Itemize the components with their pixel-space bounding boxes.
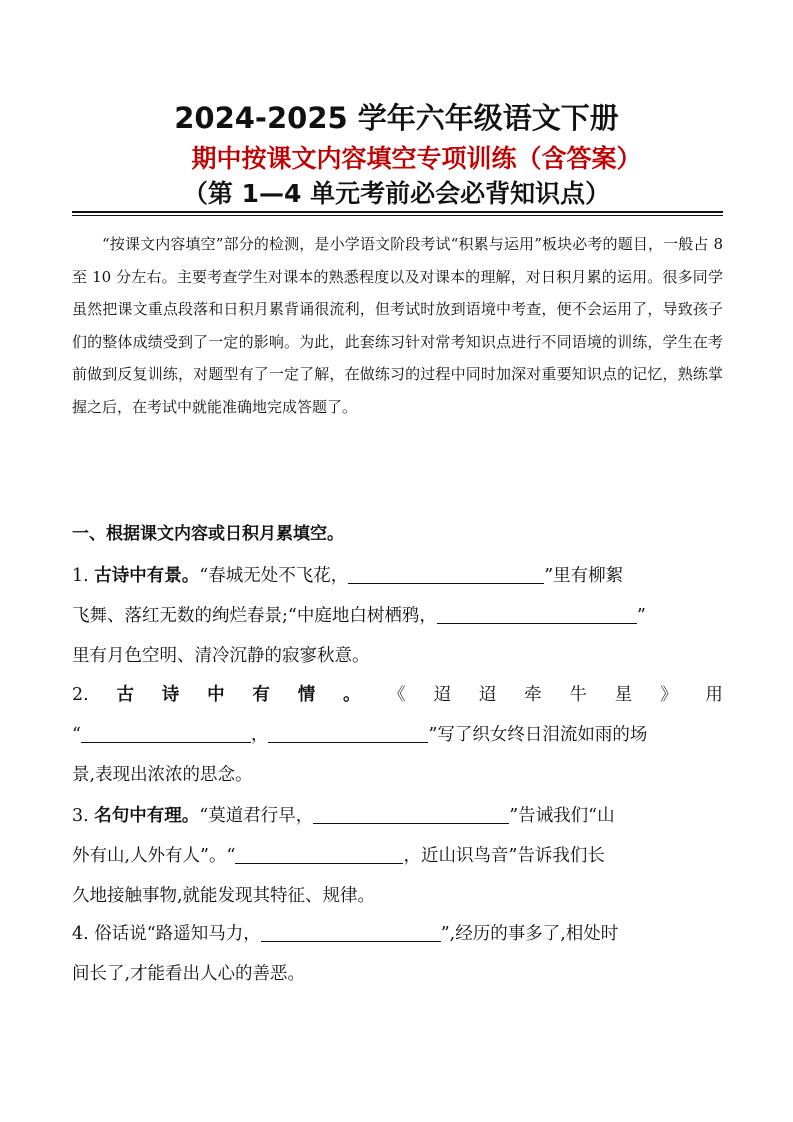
question-text: 久地接触事物,就能发现其特征、规律。: [72, 886, 376, 906]
question-topic-char: 中: [207, 685, 225, 705]
answer-blank[interactable]: [268, 723, 428, 742]
question-number: 4.: [72, 924, 95, 944]
question-text: ”里有柳絮: [544, 566, 624, 586]
question-text: 景,表现出浓浓的思念。: [72, 765, 253, 785]
question-topic-char: 诗: [161, 685, 180, 705]
question-text-char: 迢: [433, 685, 452, 705]
question-topic-char: 。: [342, 685, 361, 705]
question-text: “: [72, 725, 81, 745]
question-1-line-3: [72, 636, 723, 676]
question-2-line-1: [72, 675, 723, 715]
question-text: ”写了织女终日泪流如雨的场: [428, 725, 648, 745]
question-3-line-1: [72, 796, 723, 836]
question-2: [72, 675, 723, 795]
question-number: 2.: [72, 685, 89, 705]
question-2-line-2: [72, 715, 723, 755]
question-2-line-3: [72, 755, 723, 795]
question-4-line-2: [72, 954, 723, 994]
intro-paragraph: “按课文内容填空”部分的检测，是小学语文阶段考试“积累与运用”板块必考的题目，一般占 8 至 10 分左右。主要考查学生对课本的熟悉程度以及对课本的理解，对日积月累的运用。很多同学虽然把课文重点段落和日积月累背诵很流利，但考试时放到语境中考查，便不会运用了，导致孩子们的整体成绩受到了一定的影响。为此，此套练习针对常考知识点进行不同语境的训练，学生在考前做到反复训练，对题型有了一定了解，在做练习的过程中同时加深对重要知识点的记忆，熟练掌握之后，在考试中就能准确地完成答题了。: [72, 235, 723, 416]
answer-blank[interactable]: [437, 604, 637, 623]
title-divider-thin: [72, 215, 723, 216]
question-topic: 古诗中有景。: [94, 566, 200, 586]
answer-blank[interactable]: [235, 844, 403, 863]
intro-block: [72, 228, 723, 423]
question-text: 间长了,才能看出人心的善恶。: [72, 964, 306, 984]
question-text: 俗话说“路遥知马力，: [94, 924, 261, 944]
section-heading: 一、根据课文内容或日积月累填空。: [72, 524, 344, 544]
page-title: 2024-2025 学年六年级语文下册: [174, 101, 619, 135]
page-subtitle: 期中按课文内容填空专项训练（含答案）: [191, 144, 642, 173]
question-text: ”,经历的事多了,相处时: [440, 924, 619, 944]
question-text-char: 用: [705, 685, 723, 705]
question-text-char: 》: [660, 685, 678, 705]
answer-blank[interactable]: [81, 723, 251, 742]
question-text: “春城无处不飞花，: [199, 566, 349, 586]
question-4-line-1: [72, 914, 723, 954]
question-text: 飞舞、落红无数的绚烂春景;“中庭地白树栖鸦，: [72, 606, 437, 626]
answer-blank[interactable]: [261, 922, 441, 941]
question-3-line-2: [72, 836, 723, 876]
question-topic: 名句中有理。: [94, 806, 200, 826]
question-1: [72, 556, 723, 676]
question-text-char: 星: [614, 685, 633, 705]
question-text: “莫道君行早，: [199, 806, 314, 826]
question-text: 里有月色空明、清冷沉静的寂寥秋意。: [72, 646, 370, 666]
question-4: [72, 914, 723, 994]
units-subtitle: （第 1—4 单元考前必会必背知识点）: [182, 179, 611, 208]
question-topic-char: 情: [297, 685, 316, 705]
question-3: [72, 796, 723, 916]
question-1-line-1: [72, 556, 723, 596]
question-text: ，近山识鸟音”告诉我们长: [403, 846, 605, 866]
answer-blank[interactable]: [313, 804, 509, 823]
question-3-line-3: [72, 876, 723, 916]
question-text: ”告诫我们“山: [509, 806, 615, 826]
question-1-line-2: [72, 596, 723, 636]
question-topic-char: 有: [252, 685, 270, 705]
title-divider-thick: [72, 211, 723, 213]
question-number: 1.: [72, 566, 95, 586]
question-text: 外有山,人外有人”。“: [72, 846, 236, 866]
question-text-char: 牛: [569, 685, 587, 705]
answer-blank[interactable]: [348, 564, 544, 583]
question-text-char: 《: [388, 685, 406, 705]
question-text-char: 牵: [524, 685, 542, 705]
question-text: ”: [636, 606, 646, 626]
question-topic-char: 古: [116, 685, 134, 705]
question-text-char: 迢: [478, 685, 497, 705]
question-number: 3.: [72, 806, 95, 826]
question-text: ，: [250, 725, 269, 745]
